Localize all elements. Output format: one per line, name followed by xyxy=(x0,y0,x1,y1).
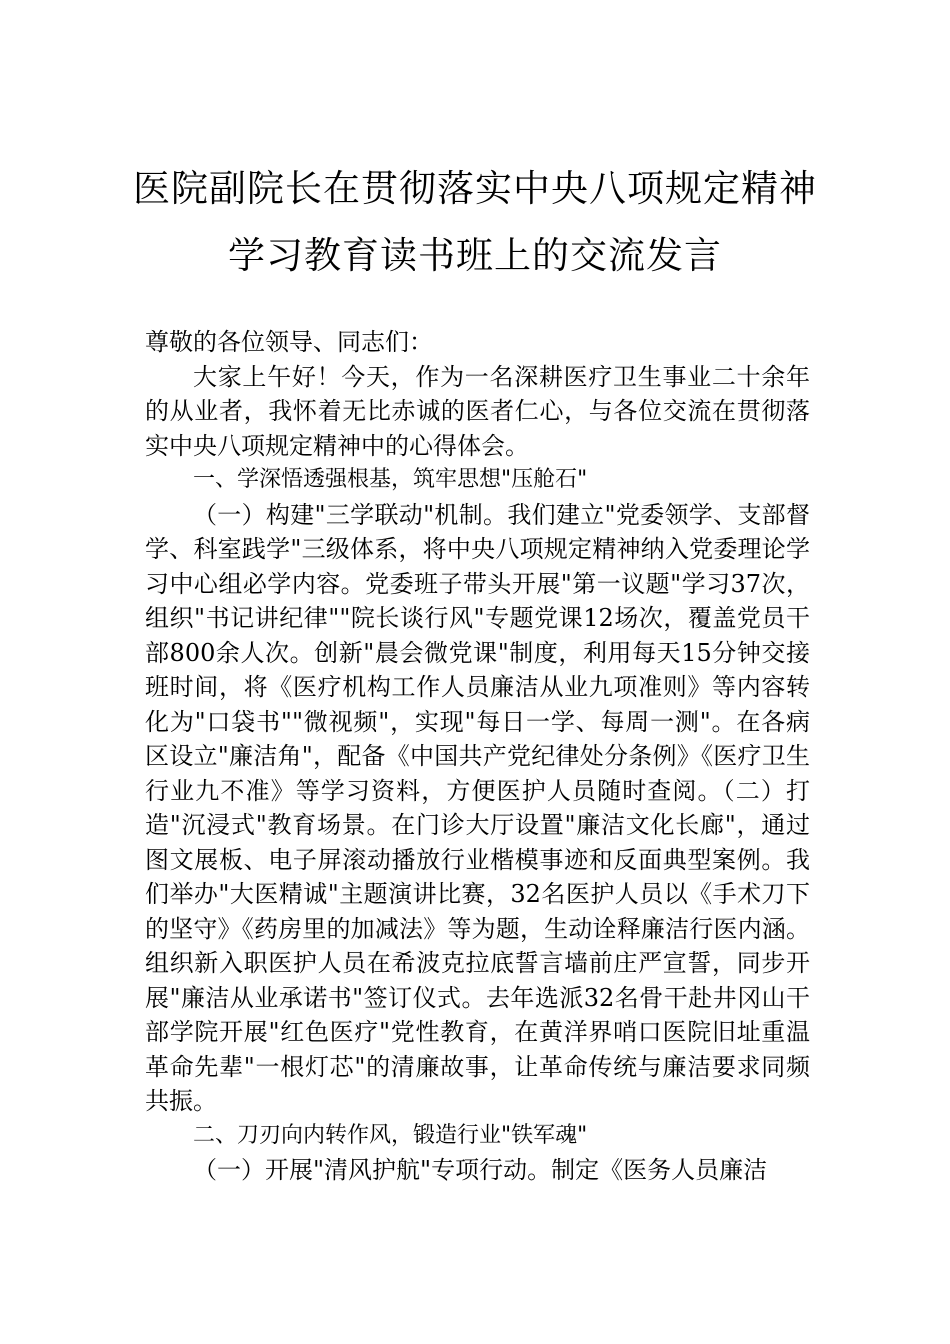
section-heading-2: 二、刀刃向内转作风，锻造行业"铁军魂" xyxy=(193,1122,588,1148)
paragraph-section-2: （一）开展"清风护航"专项行动。制定《医务人员廉洁 xyxy=(193,1156,768,1184)
section-heading-1: 一、学深悟透强根基，筑牢思想"压舱石" xyxy=(193,467,588,492)
document-body xyxy=(145,325,810,1188)
paragraph-section-1: （一）构建"三学联动"机制。我们建立"党委领学、支部督学、科室践学"三级体系，将中央八项规定精神纳入党委理论学习中心组必学内容。党委班子带头开展"第一议题"学习37次，组织"书记讲纪律""院长谈行风"专题党课12场次，覆盖党员干部800余人次。创新"晨会微党课"制度，利用每天15分钟交接班时间，将《医疗机构工作人员廉洁从业九项准则》等内容转化为"口袋书""微视频"，实现"每日一学、每周一测"。在各病区设立"廉洁角"，配备《中国共产党纪律处分条例》《医疗卫生行业九不准》等学习资料，方便医护人员随时查阅。（二）打造"沉浸式"教育场景。在门诊大厅设置"廉洁文化长廊"，通过图文展板、电子屏滚动播放行业楷模事迹和反面典型案例。我们举办"大医精诚"主题演讲比赛，32名医护人员以《手术刀下的坚守》《药房里的加减法》等为题，生动诠释廉洁行医内涵。组织新入职医护人员在希波克拉底誓言墙前庄严宣誓，同步开展"廉洁从业承诺书"签订仪式。去年选派32名骨干赴井冈山干部学院开展"红色医疗"党性教育，在黄洋界哨口医院旧址重温革命先辈"一根灯芯"的清廉故事，让革命传统与廉洁要求同频共振。 xyxy=(145,500,810,1115)
paragraph-opening: 大家上午好！今天，作为一名深耕医疗卫生事业二十余年的从业者，我怀着无比赤诚的医者仁心，与各位交流在贯彻落实中央八项规定精神中的心得体会。 xyxy=(145,362,810,460)
document-title-line-1: 医院副院长在贯彻落实中央八项规定精神 xyxy=(133,167,817,210)
salutation: 尊敬的各位领导、同志们： xyxy=(145,328,433,356)
document-title-line-2: 学习教育读书班上的交流发言 xyxy=(228,234,722,277)
